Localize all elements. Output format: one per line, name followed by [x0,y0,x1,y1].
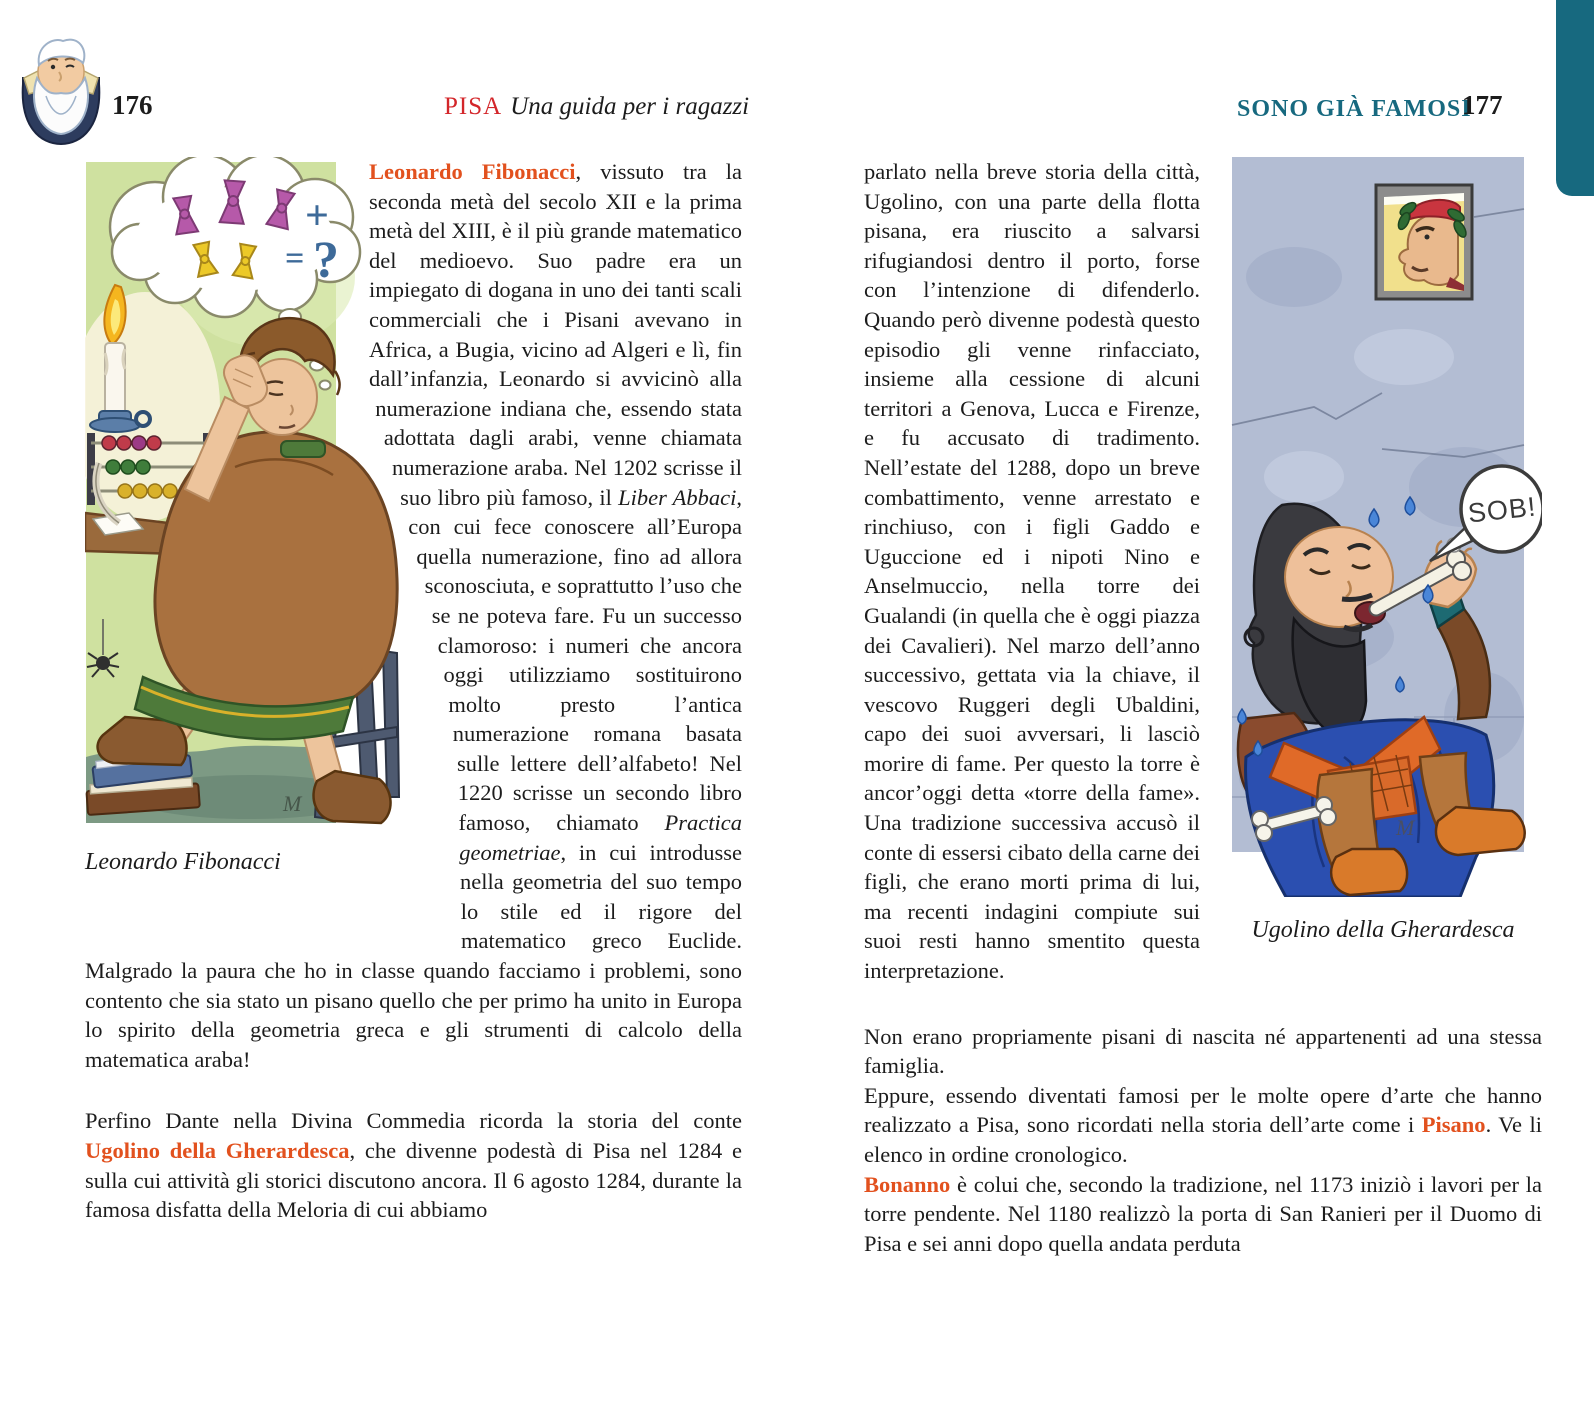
ugolino-illustration [1224,157,1542,897]
question-symbol: ? [313,232,339,289]
fibonacci-illustration [85,157,401,829]
illustration-caption-left: Leonardo Fibonacci [85,848,281,875]
dante-portrait [1376,185,1472,299]
right-shoe [314,771,391,823]
shoe-left [1331,849,1407,895]
page-number-left: 176 [112,90,153,120]
paragraph-ugolino-intro: Perfino Dante nella Divina Commedia ricorda la storia del conte Ugolino della Gherardesca, che divenne podestà di Pisa nel 1284 e sulla cui attività gli storici discutono ancora. Il 6 agosto 1284, durante la famosa disfatta della Meloria di cui abbiamo [85,1108,742,1223]
paragraph-bonanno: Bonanno è colui che, secondo la tradizione, nel 1173 iniziò i lavori per la torre pendente. Nel 1180 realizzò la porta di San Ranieri per il Duomo di Pisa e sei anni dopo quella andata perduta [864,1171,1542,1256]
plus-symbol: + [305,193,329,239]
pisano-intro-section [864,1022,1542,1259]
speech-bubble-text: SOB! [1466,491,1538,529]
book-title: PISA [444,93,503,120]
left-page [85,157,742,1225]
paragraph-ugolino-story: parlato nella breve storia della città, Ugolino, con una parte della flotta pisana, era riuscito a salvarsi rifugiandosi dentro il porto, forse con l’intenzione di difenderlo. Quando però divenne podestà questo episodio gli venne rinfacciato, insieme alla cessione di alcuni territori a Genova, Lucca e Firenze, e fu accusato di tradimento. Nell’estate del 1288, dopo un breve combattimento, venne arrestato e rinchiuso, con i figli Gaddo e Uguccione ed i nipoti Nino e Anselmuccio, nella torre dei Gualandi (in quella che è oggi piazza dei Cavalieri). Nel marzo dell’anno successivo, gettata via la chiave, il vescovo Ruggeri degli Ubaldini, capo dei suoi avversari, li lasciò morire di fame. Per questo la torre è ancor’oggi detta «torre della fame». Una tradizione successiva accusò il conte di essersi cibato della carne dei figli, che erano morti prima di lui, ma recenti indagini compiute sui suoi resti hanno smentito questa interpretazione. [864,159,1200,984]
shoe-right [1436,807,1525,855]
right-page [864,157,1542,1258]
artist-signature: M [1396,815,1415,840]
book-subtitle: Una guida per i ragazzi [510,93,750,120]
mascot-logo [16,34,106,146]
page-number-right: 177 [1462,90,1503,120]
artist-signature: M [283,791,302,816]
paragraph-not-pisani: Non erano propriamente pisani di nascita né appartenenti ad una stessa famiglia. [864,1023,1542,1079]
collar [281,441,325,457]
running-head-left [444,93,749,121]
ugolino-illustration-block [1224,157,1542,945]
illustration-caption-right: Ugolino della Gherardesca [1251,916,1515,943]
chapter-thumb-tab [1556,0,1594,196]
equals-symbol: = [285,240,305,277]
running-head-right: SONO GIÀ FAMOSI [1237,96,1472,122]
paragraph-pisano: Eppure, essendo diventati famosi per le molte opere d’arte che hanno realizzato a Pisa, sono ricordati nella storia dell’arte come i Pisano. Ve li elenco in ordine cronologico. [864,1082,1543,1167]
paragraph-fibonacci: Leonardo Fibonacci, vissuto tra la seconda metà del secolo XII e la prima metà del XIII, è il più grande matematico del medioevo. Suo padre era un impiegato di dogana in uno dei tanti scali commerciali che i Pisani avevano in Africa, a Bugia, vicino ad Algeri e lì, fin dall’infanzia, Leonardo si avvicinò alla numerazione indiana che, essendo stata adottata dagli arabi, venne chiamata numerazione araba. Nel 1202 scrisse il suo libro più famoso, il Liber Abbaci, con cui fece conoscere all’Europa quella numerazione, fino ad allora sconosciuta, e soprattutto l’uso che se ne poteva fare. Fu un successo clamoroso: i numeri che ancora oggi utilizziamo sostituirono molto presto l’antica numerazione romana basata sulle lettere dell’alfabeto! Nel 1220 scrisse un secondo libro famoso, chiamato Practica geometriae, in cui introdusse nella geometria del suo tempo lo stile ed il rigore del matematico greco Euclide. Malgrado la paura che ho in classe quando facciamo i problemi, sono contento che sia stato un pisano quello che per primo ha unito in Europa lo spirito della geometria greca e gli strumenti di calcolo della matematica araba! [85,159,742,1072]
